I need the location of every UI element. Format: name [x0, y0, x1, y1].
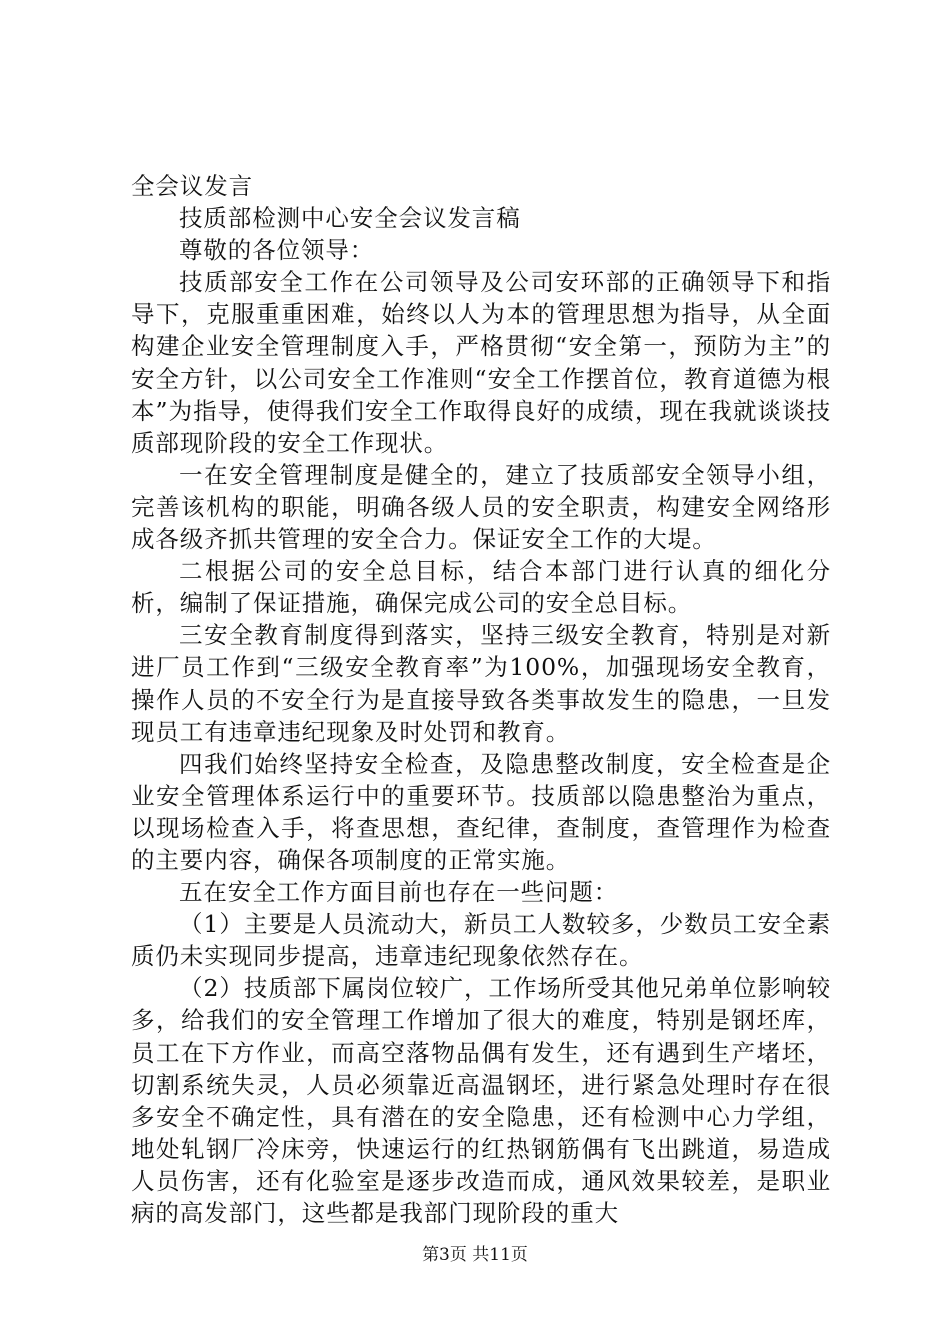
paragraph-point-1: 一在安全管理制度是健全的，建立了技质部安全领导小组，完善该机构的职能，明确各级人员的安全职责，构建安全网络形成各级齐抓共管理的安全合力。保证安全工作的大堤。 [131, 460, 831, 554]
document-title: 技质部检测中心安全会议发言稿 [179, 204, 521, 233]
page-number-footer: 第3页 共11页 [422, 1245, 528, 1265]
salutation: 尊敬的各位领导： [179, 236, 375, 265]
paragraph-point-5: 五在安全工作方面目前也存在一些问题： [179, 878, 619, 907]
paragraph-point-4: 四我们始终坚持安全检查，及隐患整改制度，安全检查是企业安全管理体系运行中的重要环节。技质部以隐患整治为重点，以现场检查入手，将查思想，查纪律，查制度，查管理作为检查的主要内容，确保各项制度的正常实施。 [131, 749, 831, 874]
paragraph-point-3: 三安全教育制度得到落实，坚持三级安全教育，特别是对新进厂员工作到“三级安全教育率”为100%，加强现场安全教育，操作人员的不安全行为是直接导致各类事故发生的隐患，一旦发现员工有违章违纪现象及时处罚和教育。 [131, 621, 831, 746]
paragraph-issue-2: （2）技质部下属岗位较广，工作场所受其他兄弟单位影响较多，给我们的安全管理工作增加了很大的难度，特别是钢坯库，员工在下方作业，而高空落物品偶有发生，还有遇到生产堵坯，切割系统失灵，人员必须靠近高温钢坯，进行紧急处理时存在很多安全不确定性，具有潜在的安全隐患，还有检测中心力学组，地处轧钢厂冷床旁，快速运行的红热钢筋偶有飞出跳道，易造成人员伤害，还有化验室是逐步改造而成，通风效果较差，是职业病的高发部门，这些都是我部门现阶段的重大 [131, 974, 831, 1227]
document-body [131, 170, 831, 1229]
heading-fragment: 全会议发言 [131, 172, 253, 200]
paragraph-point-2: 二根据公司的安全总目标，结合本部门进行认真的细化分析，编制了保证措施，确保完成公司的安全总目标。 [131, 557, 831, 618]
paragraph-issue-1: （1）主要是人员流动大，新员工人数较多，少数员工安全素质仍未实现同步提高，违章违纪现象依然存在。 [131, 910, 831, 971]
paragraph-intro: 技质部安全工作在公司领导及公司安环部的正确领导下和指导下，克服重重困难，始终以人为本的管理思想为指导，从全面构建企业安全管理制度入手，严格贯彻“安全第一，预防为主”的安全方针，以公司安全工作准则“安全工作摆首位，教育道德为根本”为指导，使得我们安全工作取得良好的成绩，现在我就谈谈技质部现阶段的安全工作现状。 [131, 268, 831, 457]
